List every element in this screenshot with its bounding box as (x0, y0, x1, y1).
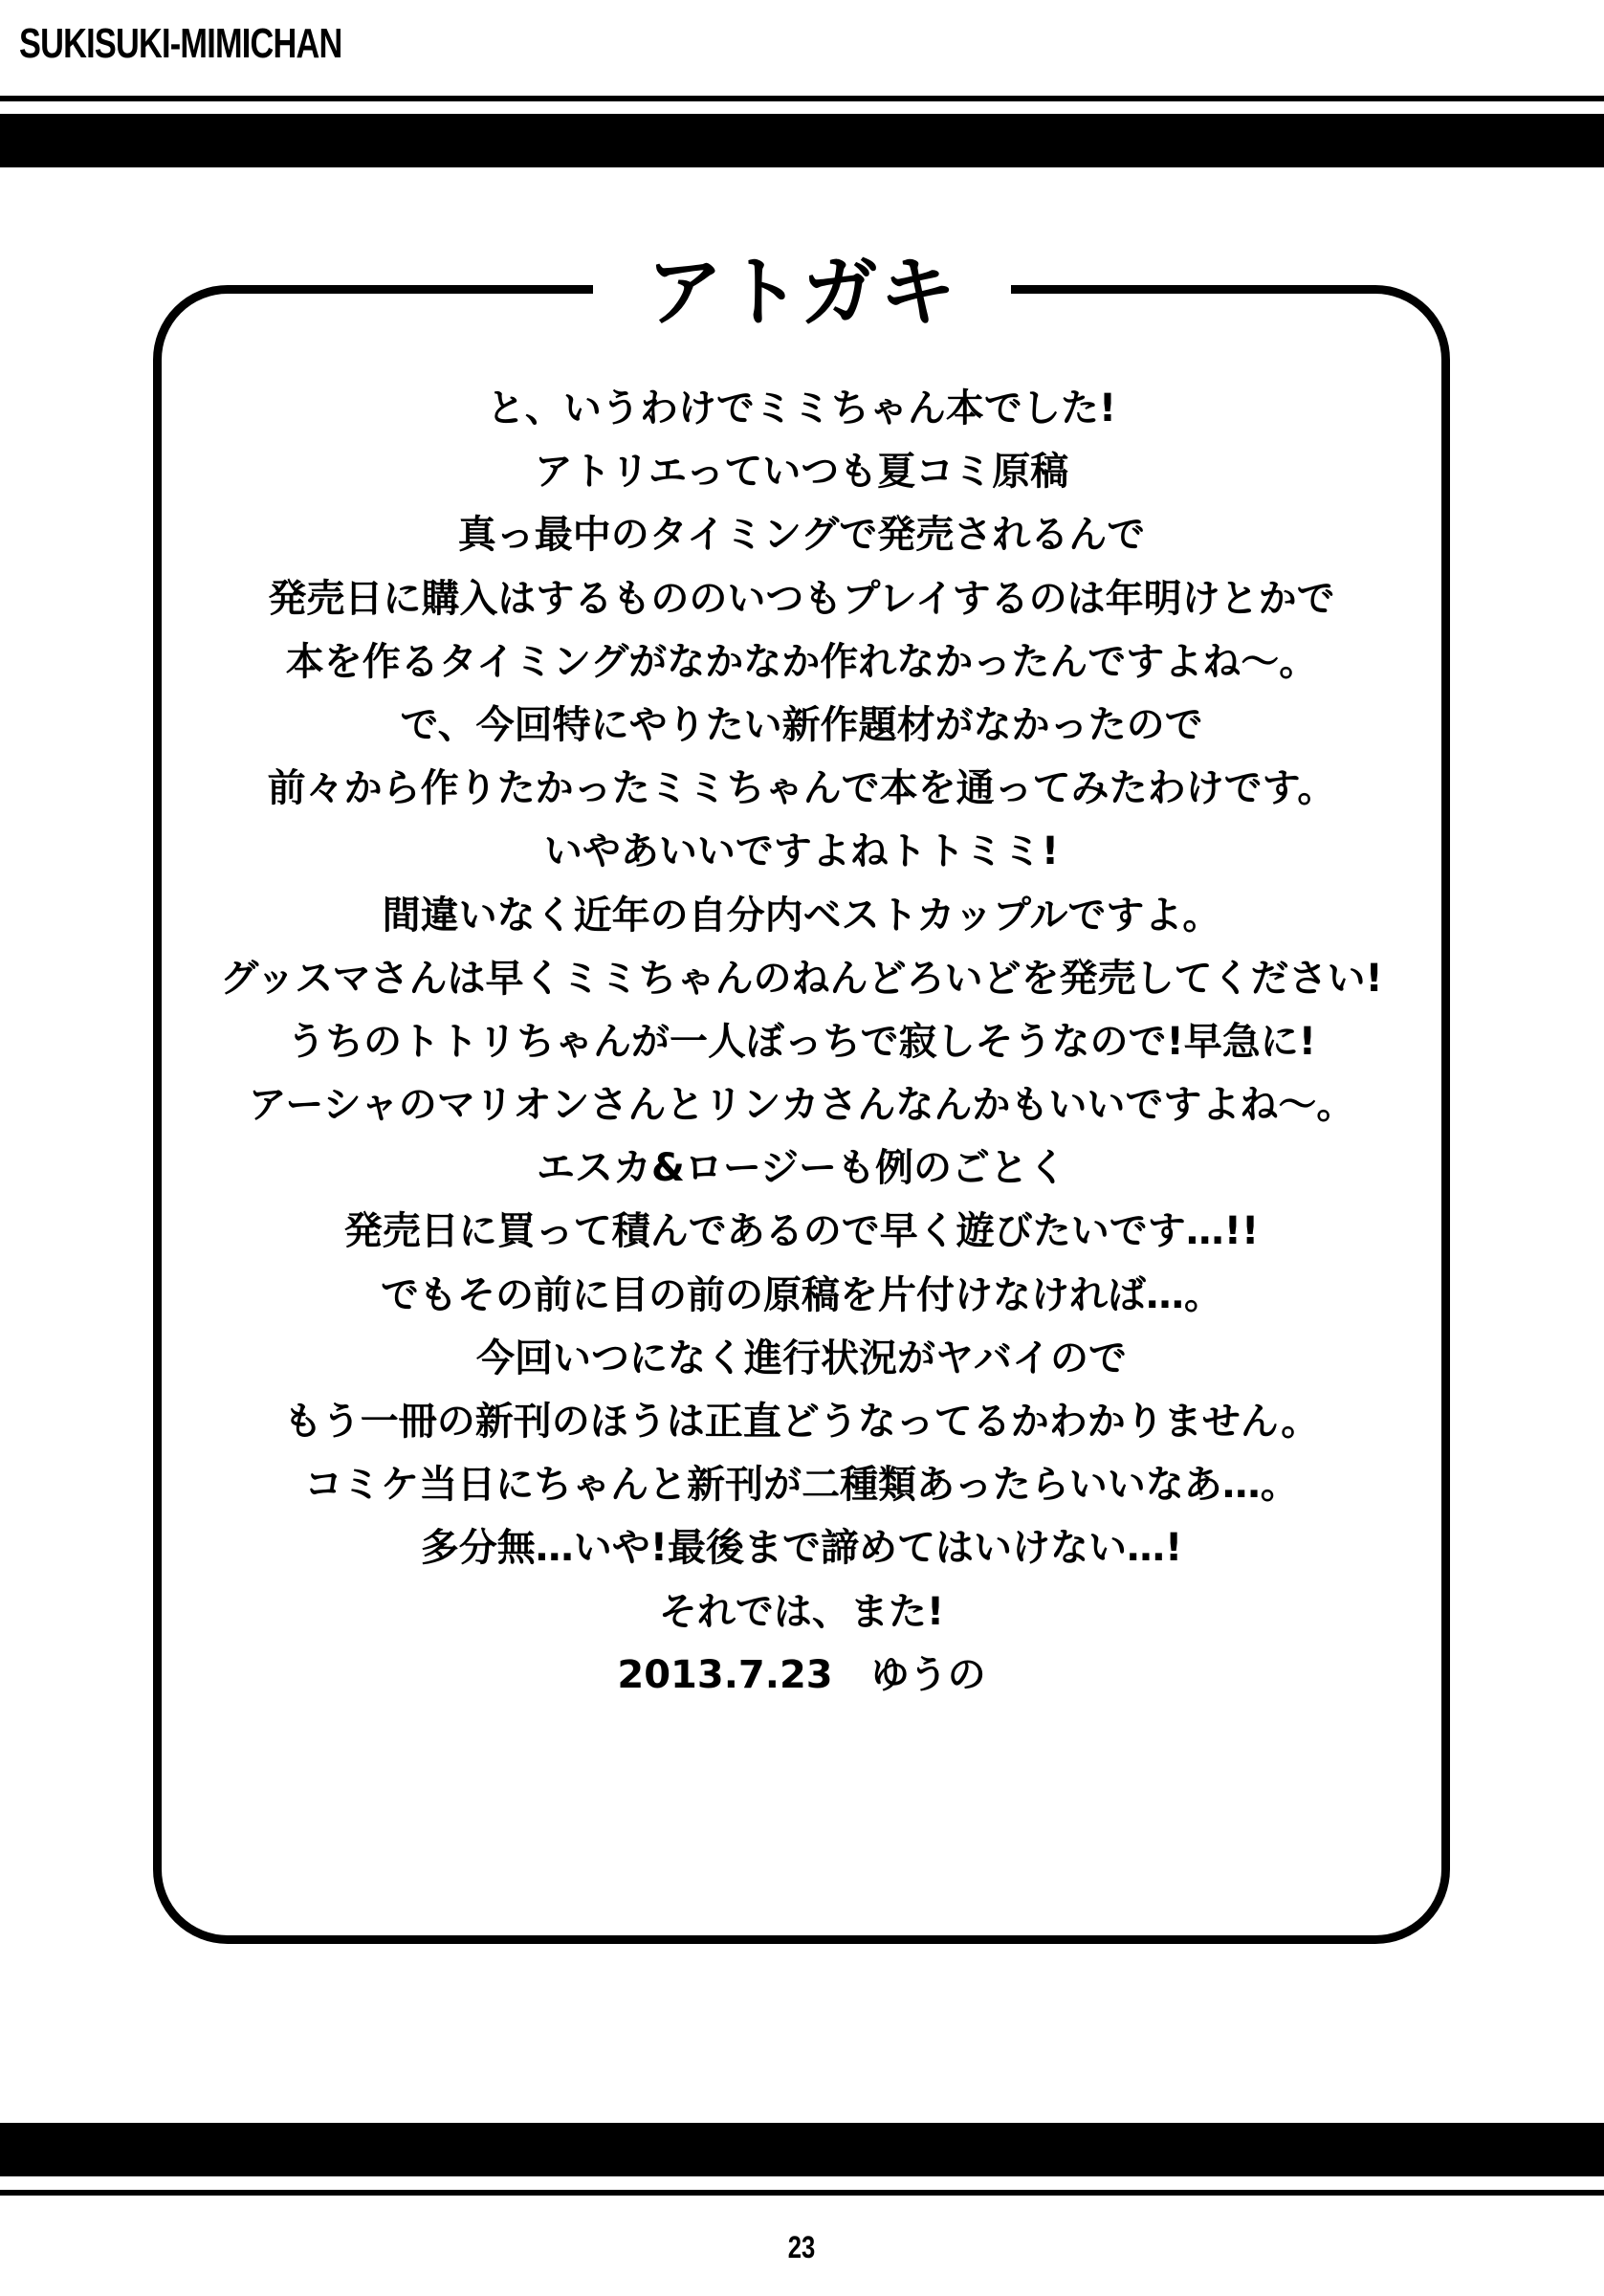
afterword-line: うちのトトリちゃんが一人ぼっちで寂しそうなので!早急に! (286, 1019, 1317, 1064)
afterword-line: コミケ当日にちゃんと新刊が二種類あったらいいなあ…。 (304, 1463, 1299, 1508)
afterword-line: それでは、また! (658, 1589, 945, 1634)
afterword-line: エスカ&ロージーも例のごとく (536, 1146, 1067, 1191)
afterword-line: 今回いつになく進行状況がヤバイので (476, 1336, 1127, 1380)
afterword-line: 本を作るタイミングがなかなか作れなかったんですよね～。 (285, 639, 1318, 684)
afterword-line: いやあいいですよねトトミミ! (543, 829, 1060, 874)
afterword-line: 前々から作りたかったミミちゃんで本を通ってみたわけです。 (267, 766, 1336, 811)
afterword-line: と、いうわけでミミちゃん本でした! (486, 386, 1117, 430)
afterword-line: 発売日に買って積んであるので早く遊びたいです…!! (343, 1209, 1260, 1254)
afterword-line: でもその前に目の前の原稿を片付けなければ…。 (381, 1272, 1222, 1317)
afterword-signature: 2013.7.23 ゆうの (617, 1652, 986, 1697)
afterword-line: アーシャのマリオンさんとリンカさんなんかもいいですよね～。 (248, 1083, 1355, 1128)
footer-thin-rule (0, 2190, 1604, 2196)
afterword-line: で、今回特にやりたい新作題材がなかったので (400, 702, 1203, 747)
footer-thick-rule (0, 2123, 1604, 2176)
afterword-line: 間違いなく近年の自分内ベストカップルですよ。 (382, 893, 1221, 938)
afterword-line: 発売日に購入はするもののいつもプレイするのは年明けとかで (268, 576, 1335, 621)
page-header-title: SUKISUKI-MIMICHAN (19, 20, 342, 67)
page-number: 23 (787, 2230, 816, 2264)
header-thick-rule (0, 114, 1604, 167)
afterword-line: 真っ最中のタイミングで発売されるんで (457, 513, 1146, 558)
afterword-line: もう一冊の新刊のほうは正直どうなってるかわかりません。 (283, 1400, 1320, 1444)
afterword-line: グッスマさんは早くミミちゃんのねんどろいどを発売してください! (220, 956, 1383, 1001)
afterword-heading: アトガキ (593, 247, 1011, 339)
afterword-line: 多分無…いや!最後まで諦めてはいけない…! (420, 1526, 1183, 1571)
header-thin-rule (0, 96, 1604, 101)
afterword-line: アトリエっていつも夏コミ原稿 (534, 450, 1069, 495)
afterword-text (163, 377, 1440, 1707)
